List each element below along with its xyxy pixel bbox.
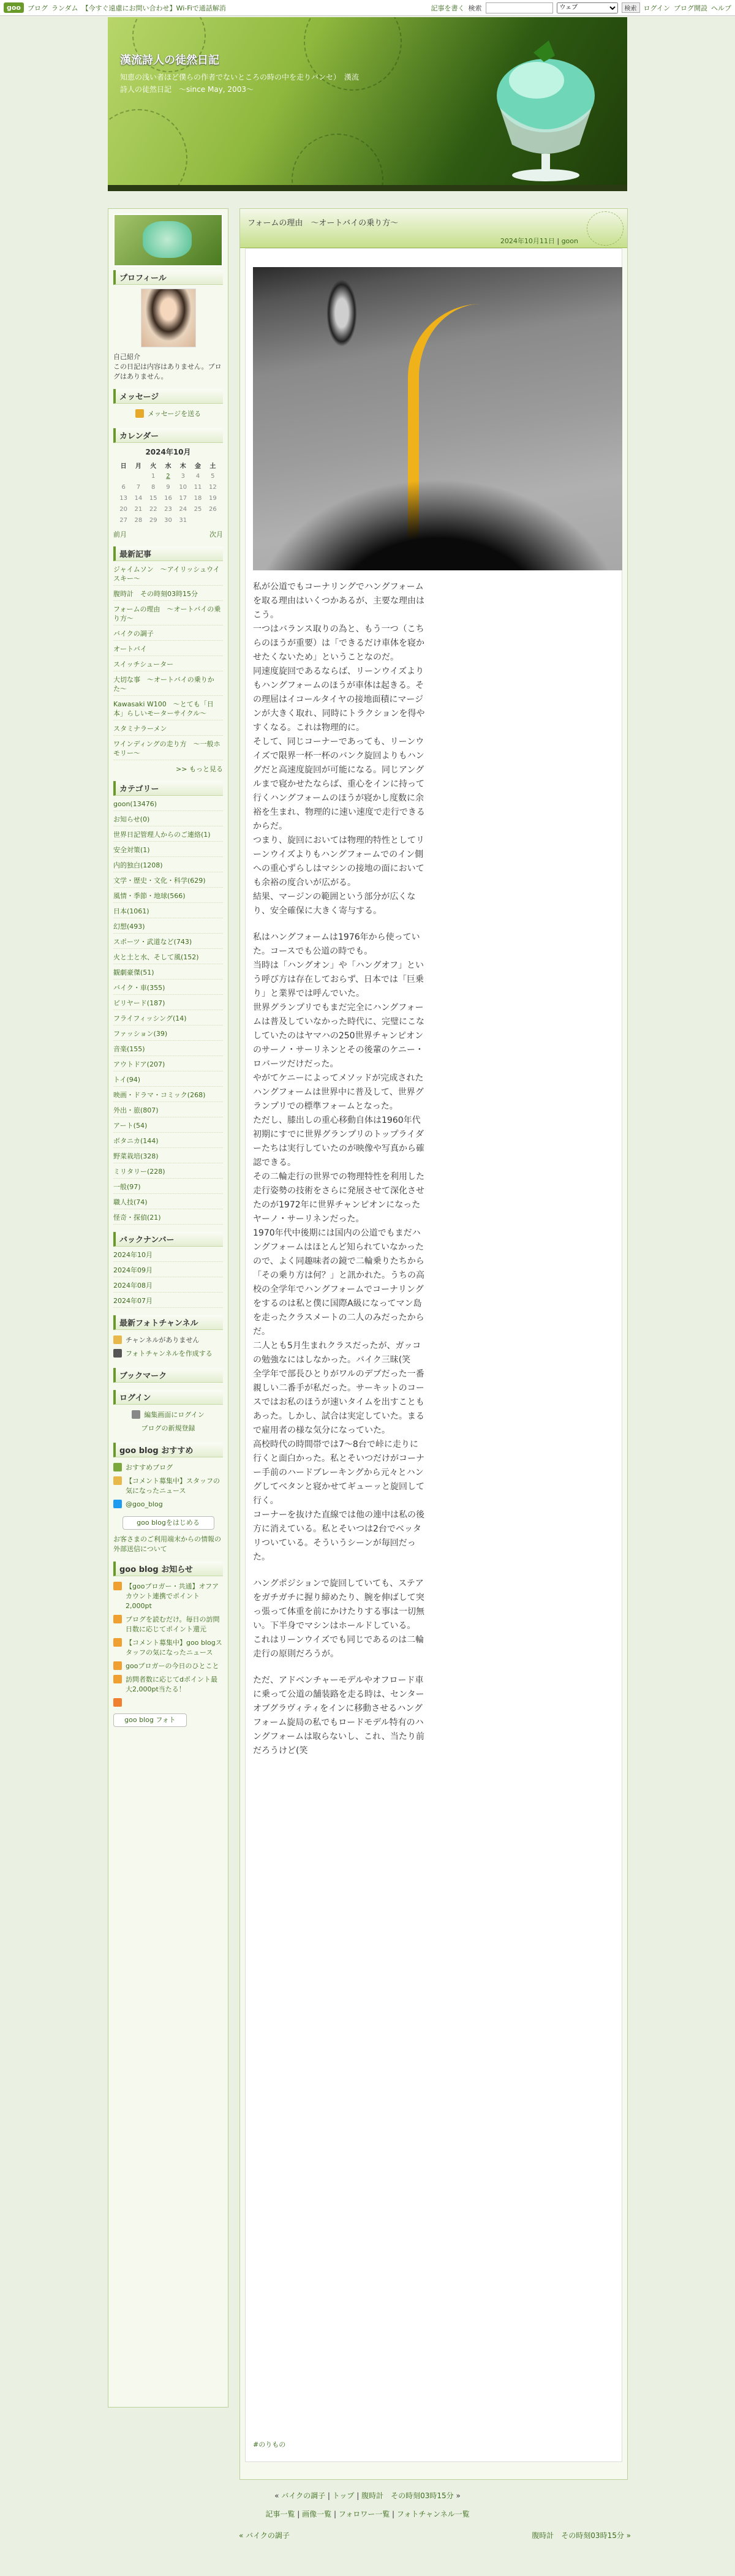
message-box xyxy=(113,389,223,421)
backnumber-item[interactable] xyxy=(113,1266,223,1277)
photo-channel-list-link[interactable]: フォトチャンネル一覧 xyxy=(396,2510,470,2518)
weekday: 金 xyxy=(195,463,202,470)
new-blog-link[interactable]: ブログの新規登録 xyxy=(141,1424,195,1432)
category-item-link[interactable]: 音楽(155) xyxy=(113,1045,145,1053)
category-item[interactable] xyxy=(113,815,223,826)
category-item-link[interactable]: 内的独白(1208) xyxy=(113,861,163,869)
category-item[interactable] xyxy=(113,1044,223,1056)
calendar-caption: 2024年10月 xyxy=(145,448,191,456)
leaf-ornament xyxy=(587,211,624,246)
login-box-title: ログイン xyxy=(113,1390,223,1405)
category-box xyxy=(113,781,223,1225)
calendar-table xyxy=(116,447,221,526)
blog-signup-link[interactable]: ブログ開設 xyxy=(674,4,707,12)
search-label: 検索 xyxy=(468,4,482,12)
entry-paragraph: 私はハングフォームは1976年から使っていた。コースでも公道の時でも。 当時は「ハングオン」や「ハングオフ」という呼び方は存在しておらず、日本では「巨乗り」と業界では呼んでいた。 世界グランプリでもまだ完全にハングフォームは普及していなかった時代に、完璧にこなしていたのはヤマハの250世界チャンピオンのサーノ・サーリネンとその後輩のケニー・ロバーツだけだった。 やがてケニーによってメソッドが完成されたハングフォームは世界中に普及して、世界グランプリでの標準フォームとなった。 ただし、膝出しの重心移動自体は1960年代初期にすでに世界グランプリのトップライダーたちは実行していたのが映像や写真から確認できる。 その二輪走行の世界での物理特性を利用した走行姿勢の技術をさらに発展させて深化させたのが1972年に世界チャンピオンになったヤーノ・サーリネンだった。 1970年代中後期には国内の公道でもまだハングフォームはほとんど知られていなかったので、よく同趣味者の鏡で二輪乗りたちから「その乗り方は何？」と訊かれた。うちの高校の全学年でハングフォームでコーナリングをするのは私と僕に国際A級になってマン島を走ったクラスメートの二人のみだったからだ。 二人とも5月生まれクラスだったが、ガッコの勉強なにはしなかった。バイク三昧(笑 全学年で部長ひとりがワルのデブだった一番親しい二番手が私だった。サーキットのコースではお私のほうが速いタイムを出すこともあった。しかし、試合は実定していた。まるで雇用者の様な気分になっていた。 高校時代の時間帯では7〜8台で峠に走りに行くと面白かった。私とそいつだけがコーナー手前のハードブレーキングから元々とハングしてべタンと寝かせてギューッと旋回して行く。 コーナーを抜けた直線では他の連中は私の後方に消えている。私とそいつは2台でベッタリついている。そういうシーンが毎回だった。 xyxy=(253,932,424,1562)
category-item-link[interactable]: 外出・旅(807) xyxy=(113,1106,159,1114)
photo-channel-title: 最新フォトチャンネル xyxy=(113,1315,223,1330)
backnumber-item[interactable] xyxy=(113,1281,223,1293)
calendar-title: カレンダー xyxy=(113,428,223,443)
notice-link-5[interactable]: 訪問者数に応じてdポイント最大2,000pt当たる！ xyxy=(126,1675,217,1693)
weekday: 日 xyxy=(120,463,127,470)
send-message-link[interactable]: メッセージを送る xyxy=(147,410,202,418)
bottom-next-link[interactable]: 腹時計 その時刻03時15分 » xyxy=(532,2531,631,2540)
calendar-day: 26 xyxy=(208,505,217,513)
calendar-day: 12 xyxy=(208,483,217,491)
rss-icon[interactable] xyxy=(113,1698,122,1707)
shaved-ice-glass-image xyxy=(475,28,616,187)
calendar-day: 8 xyxy=(151,483,156,491)
category-item-link[interactable]: ボタニカ(144) xyxy=(113,1137,159,1145)
top-link[interactable]: トップ xyxy=(332,2491,355,2500)
notice-link-4[interactable]: gooブロガーの今日のひとこと xyxy=(126,1662,219,1670)
entry-body xyxy=(245,248,622,2462)
calendar-day: 23 xyxy=(164,505,172,513)
toolbar-link-ad[interactable]: 【今すぐ遠慮にお問い合わせ】Wi-Fiで通話解消 xyxy=(81,4,226,12)
search-button[interactable]: 検索 xyxy=(622,2,640,13)
category-item[interactable] xyxy=(113,830,223,842)
edit-login-link[interactable]: 編集画面にログイン xyxy=(144,1411,205,1419)
calendar-day: 7 xyxy=(136,483,141,491)
avatar[interactable] xyxy=(141,289,196,347)
category-item[interactable] xyxy=(113,1152,223,1163)
weekday: 水 xyxy=(165,463,172,470)
mirror-silhouette xyxy=(253,478,622,570)
category-item[interactable] xyxy=(113,907,223,918)
login-box xyxy=(113,1390,223,1435)
separator: | xyxy=(297,2510,300,2518)
category-item-link[interactable]: ファッション(39) xyxy=(113,1030,168,1038)
category-list xyxy=(113,799,223,1225)
point-icon xyxy=(113,1615,122,1623)
separator: | xyxy=(392,2510,395,2518)
profile-heading: 自己紹介 xyxy=(113,353,140,361)
category-item-link[interactable]: 文学・歴史・文化・科学(629) xyxy=(113,877,206,885)
recent-post-item[interactable] xyxy=(113,589,223,601)
category-item-link[interactable]: アウトドア(207) xyxy=(113,1060,165,1068)
bottom-prev-link[interactable]: « バイクの調子 xyxy=(239,2531,290,2540)
category-item[interactable] xyxy=(113,1198,223,1209)
profile-text: この日記は内容はありません。ブログはありません。 xyxy=(113,363,222,380)
backnumber-box xyxy=(113,1232,223,1308)
next-entry-link[interactable]: 腹時計 その時刻03時15分 xyxy=(361,2491,454,2500)
category-item[interactable] xyxy=(113,891,223,903)
separator: | xyxy=(333,2510,336,2518)
category-item[interactable] xyxy=(113,1090,223,1102)
recommend-blog-link[interactable]: おすすめブログ xyxy=(126,1464,173,1471)
calendar-day: 15 xyxy=(149,494,157,502)
image-list-link[interactable]: 画像一覧 xyxy=(302,2510,332,2518)
recent-post-item[interactable] xyxy=(113,660,223,671)
notice-link-1[interactable]: 【gooブロガー・共通】オフアカウント連携でポイント2,000pt xyxy=(126,1582,219,1610)
backnumber-item[interactable] xyxy=(113,1296,223,1308)
backnumber-title: バックナンバー xyxy=(113,1232,223,1247)
calendar-day: 29 xyxy=(149,516,157,524)
category-item-link[interactable]: アート(54) xyxy=(113,1122,148,1130)
blog-header xyxy=(108,17,627,191)
entry-pager: « バイクの調子 | トップ | 腹時計 その時刻03時15分 » xyxy=(274,2491,461,2500)
bookmark-box xyxy=(113,1368,223,1383)
calendar-day: 5 xyxy=(211,472,215,480)
recent-post-item-link[interactable]: Kawasaki W100 〜とても「日本」らしいモーターサイクル〜 xyxy=(113,700,214,717)
category-item-link[interactable]: 映画・ドラマ・コミック(268) xyxy=(113,1091,206,1099)
recent-post-item[interactable] xyxy=(113,644,223,656)
recent-post-item[interactable] xyxy=(113,565,223,586)
main-column xyxy=(239,208,628,2480)
start-goo-blog-button[interactable]: goo blogをはじめる xyxy=(123,1516,214,1530)
calendar-day-link[interactable] xyxy=(160,470,175,482)
goo-toolbar xyxy=(0,0,735,16)
recent-post-item-link[interactable]: 大切な事 〜オートバイの乗りかた〜 xyxy=(113,676,214,693)
category-item[interactable] xyxy=(113,1213,223,1225)
calendar-day: 17 xyxy=(179,494,187,502)
notice-link-2[interactable]: ブログを読むだけ。毎日の訪問日数に応じてポイント還元 xyxy=(126,1615,220,1633)
category-title: カテゴリー xyxy=(113,781,223,796)
calendar-day: 18 xyxy=(194,494,202,502)
recent-post-item-link[interactable]: ワインディングの走り方 〜一般ホモリー〜 xyxy=(113,740,221,757)
follower-list-link[interactable]: フォロワー一覧 xyxy=(338,2510,390,2518)
calendar-day: 14 xyxy=(134,494,143,502)
category-item[interactable] xyxy=(113,861,223,872)
entry-paragraph: ただ、アドベンチャーモデルやオフロード車に乗って公道の舗装路を走る時は、センターオブグラヴィティをインに移動させるハングフォーム旋局の私でもロードモデル特有のハングフォームは取らないし、これ、当たり前だろうけど(笑 xyxy=(253,1675,424,1756)
recent-post-item-link[interactable]: フォームの理由 〜オートバイの乗り方〜 xyxy=(113,605,221,622)
bookmark-title: ブックマーク xyxy=(113,1368,223,1383)
blog-icon xyxy=(113,1463,122,1471)
write-article-link[interactable]: 記事を書く xyxy=(431,4,465,12)
calendar-day: 20 xyxy=(119,505,127,513)
entry-paragraph: ハングポジションで旋回していても、ステアをガチガチに握り締めたり、腕を伸ばして突っ張って体重を前にかけたりする事は一切無い。下半身でマシンはホールドしている。 これはリーンウイズでも同じであるのは二輪走行の原則だろうが。 xyxy=(253,1579,424,1659)
category-item-link[interactable]: 一般(97) xyxy=(113,1183,141,1191)
category-item[interactable] xyxy=(113,1029,223,1041)
backnumber-item-link[interactable]: 2024年08月 xyxy=(113,1282,153,1290)
notice-title: goo blog お知らせ xyxy=(113,1562,223,1576)
calendar-day: 31 xyxy=(179,516,187,524)
category-item-link[interactable]: 火と土と水、そして風(152) xyxy=(113,953,199,961)
category-item-link[interactable]: 野菜栽培(328) xyxy=(113,1152,159,1160)
recent-post-item[interactable] xyxy=(113,605,223,625)
blog-title[interactable]: 漢流詩人の徒然日記 xyxy=(120,54,219,67)
category-item[interactable] xyxy=(113,999,223,1010)
calendar-day: 1 xyxy=(151,472,156,480)
category-item-link[interactable]: 日本(1061) xyxy=(113,907,149,915)
category-item[interactable] xyxy=(113,983,223,995)
category-item-link[interactable]: バイク・車(355) xyxy=(113,984,165,992)
category-item[interactable] xyxy=(113,1014,223,1025)
recent-posts-box xyxy=(113,546,223,774)
calendar-day: 4 xyxy=(195,472,200,480)
motorcycle-road-photo[interactable] xyxy=(253,267,622,570)
weekday: 月 xyxy=(135,463,141,470)
calendar-prev-link[interactable]: 前月 xyxy=(113,531,127,538)
recent-post-item[interactable] xyxy=(113,724,223,736)
recent-post-item-link[interactable]: オートバイ xyxy=(113,645,147,653)
category-item[interactable] xyxy=(113,1167,223,1179)
calendar-day: 22 xyxy=(149,505,157,513)
calendar-day: 25 xyxy=(194,505,202,513)
warning-icon xyxy=(113,1335,122,1344)
camera-icon xyxy=(113,1349,122,1358)
recent-post-item[interactable] xyxy=(113,675,223,696)
rider-figure xyxy=(326,279,357,347)
category-item[interactable] xyxy=(113,1075,223,1087)
calendar-box xyxy=(113,428,223,539)
external-info-link[interactable]: お客さまのご利用端末からの情報の外部送信について xyxy=(113,1535,221,1553)
calendar-nav xyxy=(113,529,223,539)
category-item[interactable] xyxy=(113,1106,223,1117)
recent-post-item-link[interactable]: ジャイムソン 〜アイリッシュウイスキー〜 xyxy=(113,565,220,583)
category-item[interactable] xyxy=(113,845,223,857)
calendar-day: 16 xyxy=(164,494,172,502)
calendar-day: 27 xyxy=(119,516,127,524)
recommend-title: goo blog おすすめ xyxy=(113,1443,223,1457)
toolbar-link-blog[interactable]: ブログ xyxy=(28,4,48,12)
point-icon xyxy=(113,1675,122,1683)
category-item[interactable] xyxy=(113,1136,223,1148)
category-item-link[interactable]: 職人技(74) xyxy=(113,1198,148,1206)
category-item-link[interactable]: 観劇豪傑(51) xyxy=(113,969,154,976)
header-bottom-bar xyxy=(108,185,627,191)
photo-channel-box xyxy=(113,1315,223,1361)
prev-entry-link[interactable]: バイクの調子 xyxy=(281,2491,326,2500)
category-item[interactable] xyxy=(113,937,223,949)
point-icon xyxy=(113,1661,122,1670)
entry-header xyxy=(240,209,627,248)
header-ornament xyxy=(108,109,187,191)
category-item-link[interactable]: ビリヤード(187) xyxy=(113,999,165,1007)
goo-logo[interactable]: goo xyxy=(4,2,24,13)
backnumber-item-link[interactable]: 2024年07月 xyxy=(113,1297,153,1305)
calendar-day: 28 xyxy=(134,516,143,524)
notice-box xyxy=(113,1562,223,1727)
separator: | xyxy=(356,2491,360,2500)
category-item[interactable] xyxy=(113,799,223,811)
calendar-day: 30 xyxy=(164,516,172,524)
calendar-day: 9 xyxy=(166,483,170,491)
category-item[interactable] xyxy=(113,1060,223,1071)
mail-icon xyxy=(135,409,144,418)
separator: | xyxy=(327,2491,330,2500)
point-icon xyxy=(113,1582,122,1590)
more-posts-link[interactable]: >> もっと見る xyxy=(176,765,223,773)
twitter-icon xyxy=(113,1500,122,1508)
calendar-day: 19 xyxy=(208,494,217,502)
category-item[interactable] xyxy=(113,953,223,964)
notice-link-3[interactable]: 【コメント募集中】goo blogスタッフの気になったニュース xyxy=(126,1639,222,1656)
calendar-day: 24 xyxy=(179,505,187,513)
backnumber-list xyxy=(113,1250,223,1308)
sidebar-banner-image xyxy=(113,214,223,266)
message-title: メッセージ xyxy=(113,389,223,404)
profile-box xyxy=(113,270,223,382)
create-channel-link[interactable]: フォトチャンネルを作成する xyxy=(126,1350,213,1358)
left-sidebar xyxy=(108,208,228,2408)
weekday: 木 xyxy=(179,463,186,470)
recommend-box xyxy=(113,1443,223,1554)
category-item[interactable] xyxy=(113,876,223,888)
entry-title[interactable]: フォームの理由 〜オートバイの乗り方〜 xyxy=(247,219,399,228)
pencil-icon xyxy=(132,1410,140,1419)
calendar-day: 21 xyxy=(134,505,143,513)
recent-post-item[interactable] xyxy=(113,739,223,760)
bottom-pager xyxy=(239,2530,631,2540)
recent-post-item-link[interactable]: スイッチシューター xyxy=(113,660,174,668)
entry-paragraph: 私が公道でもコーナリングでハングフォームを取る理由はいくつかあるが、主要な理由はこう。 一つはバランス取りの為と、もう一つ（こちらのほうが重要）は「できるだけ車体を寝かせたくないため」ということなのだ。 同速度旋回であるならば、リーンウイズよりもハングフォームのほうが車体は起きる。その理屈はイコールタイヤの接地面積にマージンが大きく取れ、同時にトラクションを得やすくなる。これは物理的に。 そして、同じコーナーであっても、リーンウイズで限界一杯一杯のバンク旋回よりもハングだと高速度旋回が可能になる。同じアングルまで寝かせたならば、重心をインに持って行くハングフォームのほうが寝かし度数に余裕を生まれ、物理的に速い速度で走行できるからだ。 つまり、旋回においては物理的特性としてリーンウイズよりもハングフォームでのイン側への重心ずらしはマシンの接地の面においても余裕の度合いが広がる。 結果、マージンの範囲という部分が広くなり、安全確保に大きく寄与する。 xyxy=(253,582,425,916)
weekday: 火 xyxy=(150,463,157,470)
entry-tag-link[interactable]: #のりもの xyxy=(253,2441,286,2449)
calendar-day xyxy=(131,470,146,482)
category-item-link[interactable]: スポーツ・武道など(743) xyxy=(113,938,192,946)
bulb-icon xyxy=(113,1476,122,1485)
header-ornament xyxy=(292,134,383,191)
category-item-link[interactable]: お知らせ(0) xyxy=(113,815,150,823)
article-list-link[interactable]: 記事一覧 xyxy=(265,2510,295,2518)
recent-posts-list xyxy=(113,565,223,760)
no-channel-text: チャンネルがありません xyxy=(126,1336,200,1344)
backnumber-item-link[interactable]: 2024年10月 xyxy=(113,1251,153,1259)
entry-text xyxy=(253,580,614,1758)
calendar-day-link-text[interactable]: 2 xyxy=(166,472,170,480)
category-item-link[interactable]: 世界日記管理人からのご連絡(1) xyxy=(113,831,211,839)
entry-date-link[interactable]: 2024年10月11日 xyxy=(500,237,555,245)
list-links xyxy=(0,2509,735,2519)
entry-tag[interactable] xyxy=(253,2439,285,2449)
category-item-link[interactable]: トイ(94) xyxy=(113,1076,141,1084)
calendar-day xyxy=(116,470,131,482)
category-item-link[interactable]: ミリタリー(228) xyxy=(113,1168,165,1176)
entry-category-link[interactable]: goon xyxy=(561,237,578,245)
calendar-day xyxy=(190,515,205,526)
recent-post-item-link[interactable]: バイクの調子 xyxy=(113,630,154,638)
calendar-next-link[interactable]: 次月 xyxy=(209,531,223,538)
search-input[interactable] xyxy=(486,2,553,13)
category-item-link[interactable]: 幻想(493) xyxy=(113,923,145,931)
calendar-day xyxy=(205,515,220,526)
twitter-link[interactable]: @goo_blog xyxy=(126,1500,163,1508)
point-icon xyxy=(113,1638,122,1647)
calendar-day: 11 xyxy=(194,483,202,491)
calendar-day: 10 xyxy=(179,483,187,491)
login-link[interactable]: ログイン xyxy=(643,4,670,12)
backnumber-item-link[interactable]: 2024年09月 xyxy=(113,1266,153,1274)
weekday: 土 xyxy=(209,463,216,470)
category-item[interactable] xyxy=(113,1182,223,1194)
recent-post-item-link[interactable]: 腹時計 その時刻03時15分 xyxy=(113,590,198,598)
help-link[interactable]: ヘルプ xyxy=(711,4,731,12)
goo-blog-photo-button[interactable]: goo blog フォト xyxy=(113,1713,187,1727)
category-item-link[interactable]: 怪奇・探偵(21) xyxy=(113,1214,161,1222)
category-item[interactable] xyxy=(113,1121,223,1133)
backnumber-item[interactable] xyxy=(113,1250,223,1262)
category-item[interactable] xyxy=(113,968,223,980)
calendar-day: 3 xyxy=(181,472,185,480)
calendar-day: 13 xyxy=(119,494,127,502)
recent-post-item-link[interactable]: スタミナラーメン xyxy=(113,725,167,733)
blog-description: 知恵の浅い者ほど僕らの作者でないところの時の中を走りバンセ） 漢流詩人の徒然日記 〜since May, 2003〜 xyxy=(120,73,360,94)
profile-title: プロフィール xyxy=(113,270,223,285)
calendar-day: 6 xyxy=(121,483,126,491)
category-item-link[interactable]: フライフィッシング(14) xyxy=(113,1014,187,1022)
category-item-link[interactable]: 安全対策(1) xyxy=(113,846,150,854)
recent-posts-title: 最新記事 xyxy=(113,546,223,561)
search-scope-select[interactable] xyxy=(557,2,618,13)
entry-date: 2024年10月11日 | goon xyxy=(500,237,578,245)
category-item[interactable] xyxy=(113,922,223,934)
recent-post-item[interactable] xyxy=(113,700,223,720)
category-item-link[interactable]: 風情・季節・地球(566) xyxy=(113,892,186,900)
recent-post-item[interactable] xyxy=(113,629,223,641)
toolbar-link-random[interactable]: ランダム xyxy=(51,4,78,12)
category-item-link[interactable]: goon(13476) xyxy=(113,800,157,808)
staff-news-link[interactable]: 【コメント募集中】スタッフの気になったニュース xyxy=(126,1477,220,1495)
